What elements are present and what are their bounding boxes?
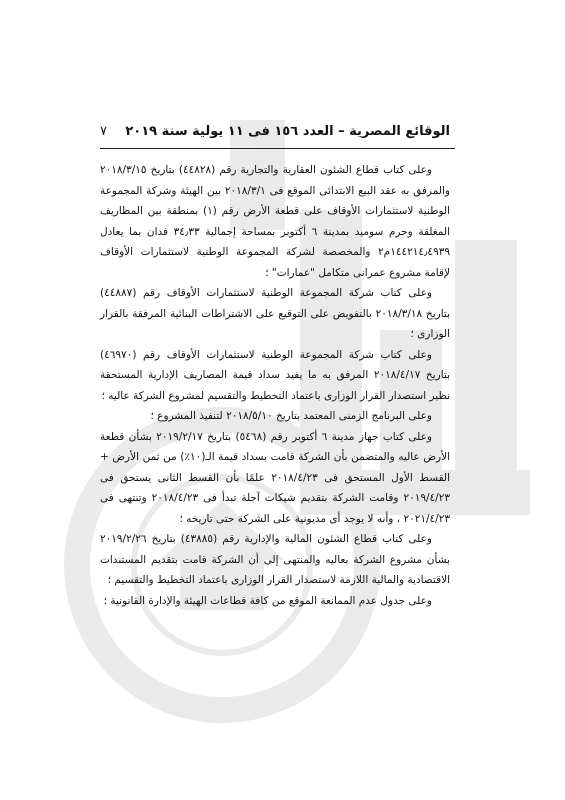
gazette-title: الوقائع المصرية – العدد ١٥٦ فى ١١ يولية سنة ٢٠١٩ <box>125 124 450 139</box>
paragraph: وعلى جدول عدم الممانعة الموقع من كافة قطاعات الهيئة والإدارة القانونية ؛ <box>103 594 432 607</box>
paragraph: وعلى كتاب قطاع الشئون العقارية والتجارية رقم (٤٤٨٢٨) بتاريخ ٢٠١٨/٣/١٥ والمرفق به عقد البيع الابتدائى الموقع فى ٢٠١٨/٣/١ بين الهيئة وشركة المجموعة الوطنية لاستثمارات الأوقاف على قطعة الأرض رقم (١) بمنطقة بين المظاريف المغلقة وحرم سوميد بمدينة ٦ أكتوبر بمساحة إجمالية ٣٤٫٣٣ فدان بما يعادل ١٤٤٢١٤٫٤٩٣٩م٢ والمخصصة لشركة المجموعة الوطنية لاستثمارات الأوقاف لإقامة مشروع عمرانى متكامل "عمارات" ؛ <box>100 164 450 279</box>
page-header <box>100 124 450 146</box>
paragraph: وعلى كتاب شركة المجموعة الوطنية لاستثمارات الأوقاف رقم (٤٦٩٧٠) بتاريخ ٢٠١٨/٤/١٧ المرفق به ما يفيد سداد قيمة المصاريف الإدارية المستحقة نظير استصدار القرار الوزارى باعتماد التخطيط والتقسيم لمشروع الشركة عاليه ؛ <box>100 348 450 402</box>
page-number: ٧ <box>100 124 107 139</box>
document-body <box>100 160 450 611</box>
header-divider <box>100 148 455 149</box>
paragraph: وعلى كتاب قطاع الشئون المالية والإدارية رقم (٤٣٨٨٥) بتاريخ ٢٠١٩/٢/٢٦ بشأن مشروع الشركة بعاليه والمنتهى إلى أن الشركة قامت بتقديم المستندات الاقتصادية والمالية اللازمة لاستصدار القرار الوزارى باعتماد التخطيط والتقسيم ؛ <box>100 533 450 586</box>
paragraph: وعلى كتاب جهاز مدينة ٦ أكتوبر رقم (٥٤٦٨) بتاريخ ٢٠١٩/٢/١٧ بشأن قطعة الأرض عاليه والمتضمن بأن الشركة قامت بسداد قيمة الـ(١٠٪) من ثمن الأرض + القسط الأول المستحق فى ٢٠١٨/٤/٢٣ علمًا بأن القسط الثانى يستحق فى ٢٠١٩/٤/٢٣ وقامت الشركة بتقديم شيكات آجلة تبدأ فى ٢٠١٨/٤/٢٣ وتنتهى فى ٢٠٢١/٤/٢٣ ، وأنه لا يوجد أى مديونية على الشركة حتى تاريخه ؛ <box>100 430 450 525</box>
paragraph: وعلى كتاب شركة المجموعة الوطنية لاستثمارات الأوقاف رقم (٤٤٨٨٧) بتاريخ ٢٠١٨/٣/١٨ بالتفويض على التوقيع على الاشتراطات البنائية المرفقة بالقرار الوزارى ؛ <box>100 287 450 340</box>
paragraph: وعلى البرنامج الزمنى المعتمد بتاريخ ٢٠١٨/٥/١٠ لتنفيذ المشروع ؛ <box>150 410 432 422</box>
